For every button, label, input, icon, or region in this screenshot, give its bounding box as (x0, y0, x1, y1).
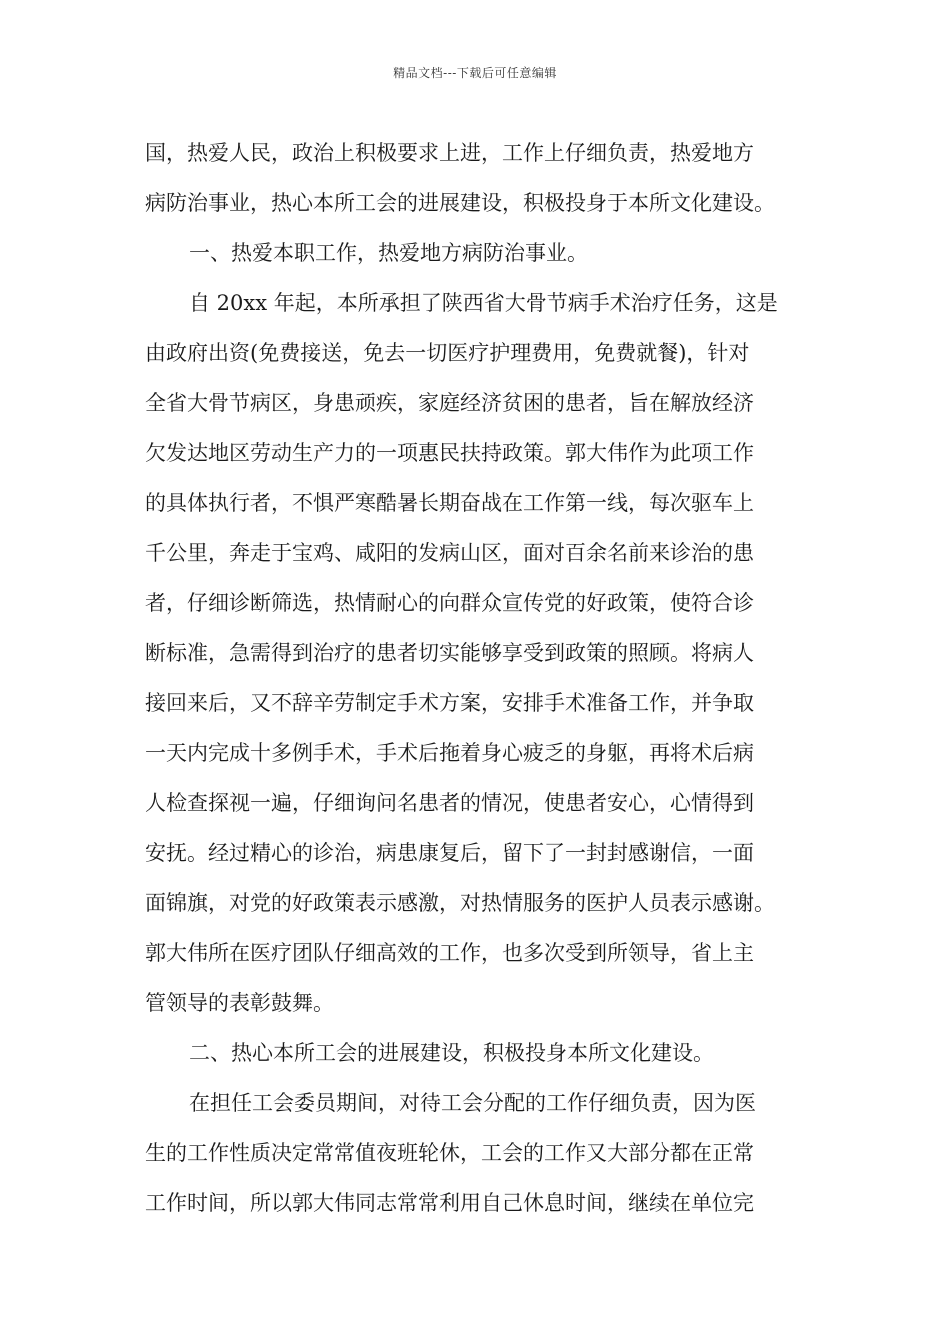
text-line: 者，仔细诊断筛选，热情耐心的向群众宣传党的好政策，使符合诊 (145, 591, 754, 615)
text-line: 千公里，奔走于宝鸡、咸阳的发病山区，面对百余名前来诊治的患 (145, 541, 754, 565)
text-line: 安抚。经过精心的诊治，病患康复后，留下了一封封感谢信，一面 (145, 841, 754, 865)
text-line: 面锦旗，对党的好政策表示感激，对热情服务的医护人员表示感谢。 (145, 891, 775, 915)
paragraph-start: 在担任工会委员期间，对待工会分配的工作仔细负责，因为医 (189, 1091, 756, 1115)
document-body (145, 128, 815, 1228)
text-line: 工作时间，所以郭大伟同志常常利用自己休息时间，继续在单位完 (145, 1191, 754, 1215)
section-heading: 二、热心本所工会的进展建设，积极投身本所文化建设。 (189, 1041, 714, 1065)
text-line: 全省大骨节病区，身患顽疾，家庭经济贫困的患者，旨在解放经济 (145, 391, 754, 415)
section-heading: 一、热爱本职工作，热爱地方病防治事业。 (189, 241, 588, 265)
text-line: 接回来后，又不辞辛劳制定手术方案，安排手术准备工作，并争取 (145, 691, 754, 715)
text-line: 生的工作性质决定常常值夜班轮休，工会的工作又大部分都在正常 (145, 1141, 754, 1165)
text-line: 人检查探视一遍，仔细询问名患者的情况，使患者安心，心情得到 (145, 791, 754, 815)
text-line: 断标准，急需得到治疗的患者切实能够享受到政策的照顾。将病人 (145, 641, 754, 665)
text-line: 郭大伟所在医疗团队仔细高效的工作，也多次受到所领导，省上主 (145, 941, 754, 965)
text-line: 由政府出资(免费接送，免去一切医疗护理费用，免费就餐)，针对 (145, 341, 750, 365)
paragraph-start: 自 20xx 年起，本所承担了陕西省大骨节病手术治疗任务，这是 (189, 291, 778, 315)
text-line: 欠发达地区劳动生产力的一项惠民扶持政策。郭大伟作为此项工作 (145, 441, 754, 465)
text-line: 一天内完成十多例手术，手术后拖着身心疲乏的身躯，再将术后病 (145, 741, 754, 765)
text-line: 管领导的表彰鼓舞。 (145, 991, 334, 1015)
text-line: 的具体执行者，不惧严寒酷暑长期奋战在工作第一线，每次驱车上 (145, 491, 754, 515)
page-header: 精品文档---下载后可任意编辑 (393, 66, 557, 80)
text-line: 国，热爱人民，政治上积极要求上进，工作上仔细负责，热爱地方 (145, 141, 754, 165)
text-line: 病防治事业，热心本所工会的进展建设，积极投身于本所文化建设。 (145, 191, 775, 215)
